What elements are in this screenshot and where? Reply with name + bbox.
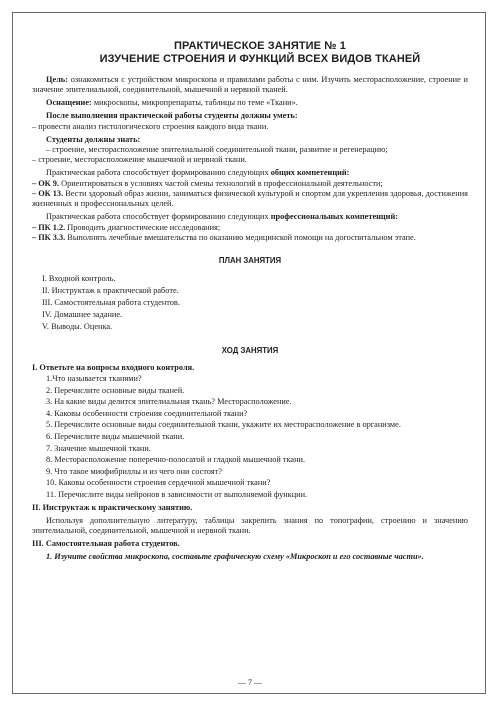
- competency-text: Ориентироваться в условиях частой смены технологий в профессиональной деятельности;: [59, 178, 383, 188]
- question-item: 11. Перечислите виды нейронов в зависимости от выполняемой функции.: [46, 489, 308, 499]
- instruction-paragraph: Используя дополнительную литературу, таблицы закрепить знания по топографии, строению и значению эпителиальной, соединительной, мышечной и нервной ткани.: [32, 515, 468, 536]
- goal-text: ознакомиться с устройством микроскопа и правилами работы с ним. Изучить месторасположение, строение и значение эпителиальной, соединительной, мышечной и нервной тканей.: [32, 75, 468, 95]
- equipment-text: микроскопы, микропрепараты, таблицы по теме «Ткани».: [91, 98, 298, 108]
- plan-item: IV. Домашнее задание.: [42, 310, 123, 320]
- competency-text: Проводить диагностические исследования;: [65, 222, 221, 232]
- competency-item: [32, 179, 468, 189]
- general-intro-text: Практическая работа способствует формированию следующих: [46, 168, 271, 178]
- goal-paragraph: [32, 75, 468, 96]
- task-item: 1. Изучите свойства микроскопа, составьте графическую схему «Микроскоп и его составные части».: [46, 552, 424, 562]
- question-item: 4. Каковы особенности строения соединительной ткани?: [46, 408, 248, 418]
- page-content: [32, 40, 468, 563]
- plan-heading: ПЛАН ЗАНЯТИЯ: [218, 255, 282, 265]
- section-heading: I. Ответьте на вопросы входного контроля.: [32, 362, 195, 372]
- question-item: 10. Каковы особенности строения сердечной мышечной ткани?: [46, 478, 271, 488]
- course-heading: ХОД ЗАНЯТИЯ: [221, 345, 279, 355]
- knowledge-heading: Студенты должны знать:: [46, 134, 141, 144]
- knowledge-item: – строение, месторасположение эпителиальной соединительной ткани, развитие и регенерацию;: [46, 144, 388, 154]
- professional-intro-bold: профессиональных компетенций:: [270, 212, 399, 222]
- general-competencies-intro: [32, 168, 468, 178]
- question-item: 1.Что называется тканями?: [46, 374, 142, 384]
- skills-heading: После выполнения практической работы студенты должны уметь:: [46, 111, 298, 121]
- competency-item: [32, 233, 468, 243]
- plan-item: I. Входной контроль.: [42, 273, 116, 283]
- competency-text: Выполнять лечебные вмешательства по оказанию медицинской помощи на догоспитальном этапе.: [65, 233, 416, 243]
- competency-text: Вести здоровый образ жизни, заниматься физической культурой и спортом для укрепления здоровья, достижения жизненных и профессиональных целей.: [32, 189, 469, 209]
- competency-code: – ОК 13.: [32, 189, 64, 199]
- question-item: 8. Месторасположение поперечно-полосатой и гладкой мышечной ткани.: [46, 455, 306, 465]
- plan-item: V. Выводы. Оценка.: [42, 322, 113, 332]
- skill-item: – провести анализ гистологического строения каждого вида ткани.: [32, 121, 269, 131]
- page-number: — 7 —: [238, 678, 262, 687]
- competency-item: [32, 189, 468, 210]
- competency-code: – ПК 3.3.: [32, 233, 66, 243]
- plan-item: III. Самостоятельная работа студентов.: [42, 298, 180, 307]
- question-item: 2. Перечислите основные виды тканей.: [46, 385, 185, 395]
- section-heading: II. Инструктаж к практическому занятию.: [32, 503, 193, 513]
- plan-list: [32, 273, 468, 334]
- section-heading: III. Самостоятельная работа студентов.: [32, 539, 180, 549]
- goal-label: Цель:: [46, 75, 68, 84]
- question-item: 9. Что такое миофибриллы и из чего они состоят?: [46, 466, 222, 476]
- question-item: 7. Значение мышечной ткани.: [46, 443, 151, 453]
- competency-code: – ПК 1.2.: [32, 222, 66, 232]
- competency-item: [32, 223, 468, 233]
- question-item: 5. Перечислите основные виды соединительной ткани, укажите их месторасположение в организме.: [46, 420, 401, 430]
- competency-code: – ОК 9.: [32, 178, 59, 188]
- question-list: [32, 373, 468, 501]
- question-item: 3. На какие виды делится эпителиальная ткань? Месторасположение.: [46, 397, 292, 407]
- question-item: 6. Перечислите виды мышечной ткани.: [46, 431, 185, 441]
- plan-item: II. Инструктаж к практической работе.: [42, 285, 179, 295]
- equipment-paragraph: [32, 98, 468, 108]
- lesson-number-title: ПРАКТИЧЕСКОЕ ЗАНЯТИЕ № 1: [173, 40, 347, 52]
- knowledge-item: – строение, месторасположение мышечной и нервной ткани.: [32, 155, 247, 165]
- equipment-label: Оснащение:: [46, 98, 92, 108]
- professional-intro-text: Практическая работа способствует формированию следующих: [46, 212, 271, 222]
- professional-competencies-intro: [32, 212, 468, 222]
- lesson-topic-title: ИЗУЧЕНИЕ СТРОЕНИЯ И ФУНКЦИЙ ВСЕХ ВИДОВ ТКАНЕЙ: [99, 53, 421, 65]
- general-intro-bold: общих компетенций:: [270, 168, 350, 178]
